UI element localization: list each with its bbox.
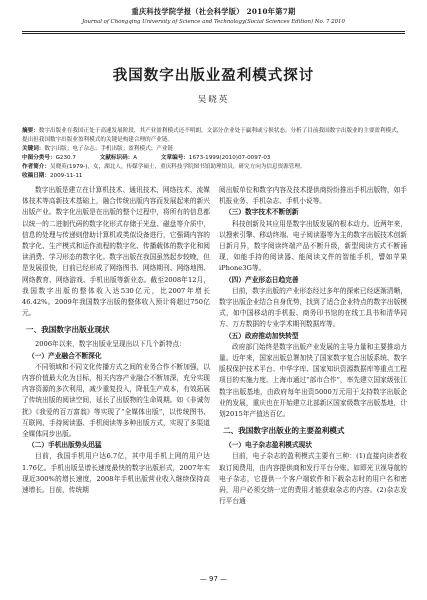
author-bio [22,163,403,172]
clc-value: G230.7 [55,155,76,161]
body-column-right [219,185,407,507]
article-no-label: 文章编号： [160,155,189,161]
received-date-label: 收稿日期： [22,173,50,179]
subsection-6-paragraph: 目前，电子杂志的盈利模式主要有三种：(1)直接向读者收取订阅费用，由内容提供商和发行平台分账。如即光卫视导航的电子杂志，它提供一个客户端软件和下载杂志时的用户名和密码，用户必须交纳一定的费用才能获取杂志的内容。(2)杂志发行平台通 [219,452,407,506]
classification-line [22,154,403,163]
journal-name-en: Journal of Chongqing University of Science and Technology(Social Sciences Edition) No. 7 2010 [82,19,345,25]
abstract-label: 摘要： [22,128,39,134]
subsection-4-paragraph: 目前，数字出版的产业形态经过多年的探索已经逐渐清晰，数字出版企业结合自身优势，找到了适合企业特点的数字出版模式，如中国移动的手机报、商务印书馆的在线工具书和清华同方、万方数据的专业学术期刊数据库等。 [219,286,407,329]
subsection-1-paragraph: 不同领域和不同文化传播方式之间的业务合作不断加强，以内容价值最大化为目标，相关内容产业融合不断加深，充分实现内容资源的多次利用，减少重复投入，降低生产成本，有效拓展了传统出版的阅读空间，延长了出版物的生命周期。如《非诚勿扰》《我爱的百万富翁》等实现了“全媒体出版”，以传统图书、互联网、手持阅读器、手机阅读等多种出版方式，实现了多渠道全媒体同步出版。 [22,362,210,439]
body-column-left [22,185,210,496]
journal-name-cn: 重庆科技学院学报（社会科学版） 2010年第7期 [131,7,296,16]
subheading-3: （三）数字技术不断创新 [225,208,299,217]
abstract-text: 数字出版业在我国正处于高速发展阶段，其产业盈利模式还不明朗，文部分企业处于赢利或亏损状态。分析了目前我国数字出版业的主要盈利模式，提出但我国数字出版业盈利模式的关键是构建合理的产业链。 [22,128,403,143]
author-bio-label: 作者简介： [22,164,50,170]
received-date-value: 2009-11-11 [49,173,83,179]
clc-label: 中图分类号： [22,155,56,161]
section-heading-1: 一、我国数字出版业现状 [26,325,110,335]
author-bio-text: 吴晓英(1979-)，女，湖北人，传媒学硕士，重庆科技学院图书馆助理馆员，研究方向为信息资源管理。 [49,164,306,170]
subheading-1: （一）产业融合不断深化 [28,351,102,360]
section-1-paragraph: 2006年以来，数字出版业呈现出以下几个新特点： [35,340,186,349]
page-number: — 97 — [199,575,228,583]
article-author: 吴晓英 [197,95,230,105]
keywords [22,145,403,154]
subsection-3-paragraph: 科技创新及其应用是数字出版发展的根本动力。近两年来，以搜索引擎、移动终端、电子阅读器等为主的数字出版技术创新日新月异，数字阅读终端产品不断升级，新型阅读方式不断涌现，如能手持的阅读器、能阅读文件的智能手机，譬如苹果iPhone3G等。 [219,219,407,273]
header-rule-thin [22,33,405,34]
continued-paragraph: 阅出版单位和数字内容及技术提供商纷纷推出手机出版物，如手机报业务、手机杂志、手机小说等。 [219,186,407,206]
subheading-2: （二）手机出版势头迅猛 [28,441,102,450]
keywords-label: 关键词： [22,146,45,152]
keywords-text: 数字出版；电子杂志；手机出版；盈利模式；产业链 [44,146,174,152]
header-rule [22,31,405,32]
received-date [22,172,403,181]
subsection-5-paragraph: 政府部门始终是数字出版产业发展的主导力量和主要推动力量。近年来，国家出版总署加快了国家数字复合出版系统、数字版权保护技术平台、中华字库、国家知识资源数据库等重点工程项目的实施力度。上海市通过“部市合作”，率先建立国家级张江数字出版基地，由政府每年出资5000万元用于支持数字出版企业的发展，重庆也在开始建立北部新区国家级数字出版基地，计划2015年产值达百亿。 [219,342,407,419]
subheading-4: （四）产业形态日趋完善 [225,275,299,284]
abstract [22,127,403,144]
doc-code-label: 文献标识码： [99,155,134,161]
article-title: 我国数字出版业盈利模式探讨 [112,68,315,84]
subheading-6: （一）电子杂志盈利模式现状 [225,441,312,450]
running-header [22,7,405,25]
subsection-2-paragraph: 目前，我国手机用户达6.7亿，其中用手机上网的用户达1.76亿。手机出版呈增长速度最快的数字出版形式，2007年实现近300%的增长速度，2008年手机出版营业收入继续保持高速增长。目前，传统期 [22,452,210,495]
subheading-5: （五）政府推动加快转型 [225,331,299,340]
section-heading-2: 二、我国数字出版业的主要盈利模式 [223,426,345,436]
intro-paragraph: 数字出版是建立在计算机技术、通讯技术、网络技术、流媒体技术等高新技术基础上，融合传统出版内容而发展起来的新兴出版产业。数字化出版是在出版的整个过程中，将所有的信息都以统一的二进制代码的数字化形式存储于光盘、磁盘等介质中，信息的处理与传递则借助计算机或类似设备进行，它强调内容的数字化、生产模式和运作流程的数字化、传播载体的数字化和阅读消费、学习形态的数字化。数字出版在我国虽然起步较晚，但是发展很快，目前已经形成了网络图书、网络期刊、网络地图、网络教育、网络游戏、手机出版等新业态。截至2008年12月，我国数字出版的整体收入达530亿元，比2007年增长46.42%。2009年我国数字出版的整体收入预计将超过750亿元。 [22,186,210,318]
article-no-value: 1673-1999(2010)07-0097-03 [188,155,271,161]
doc-code-value: A [133,155,138,161]
